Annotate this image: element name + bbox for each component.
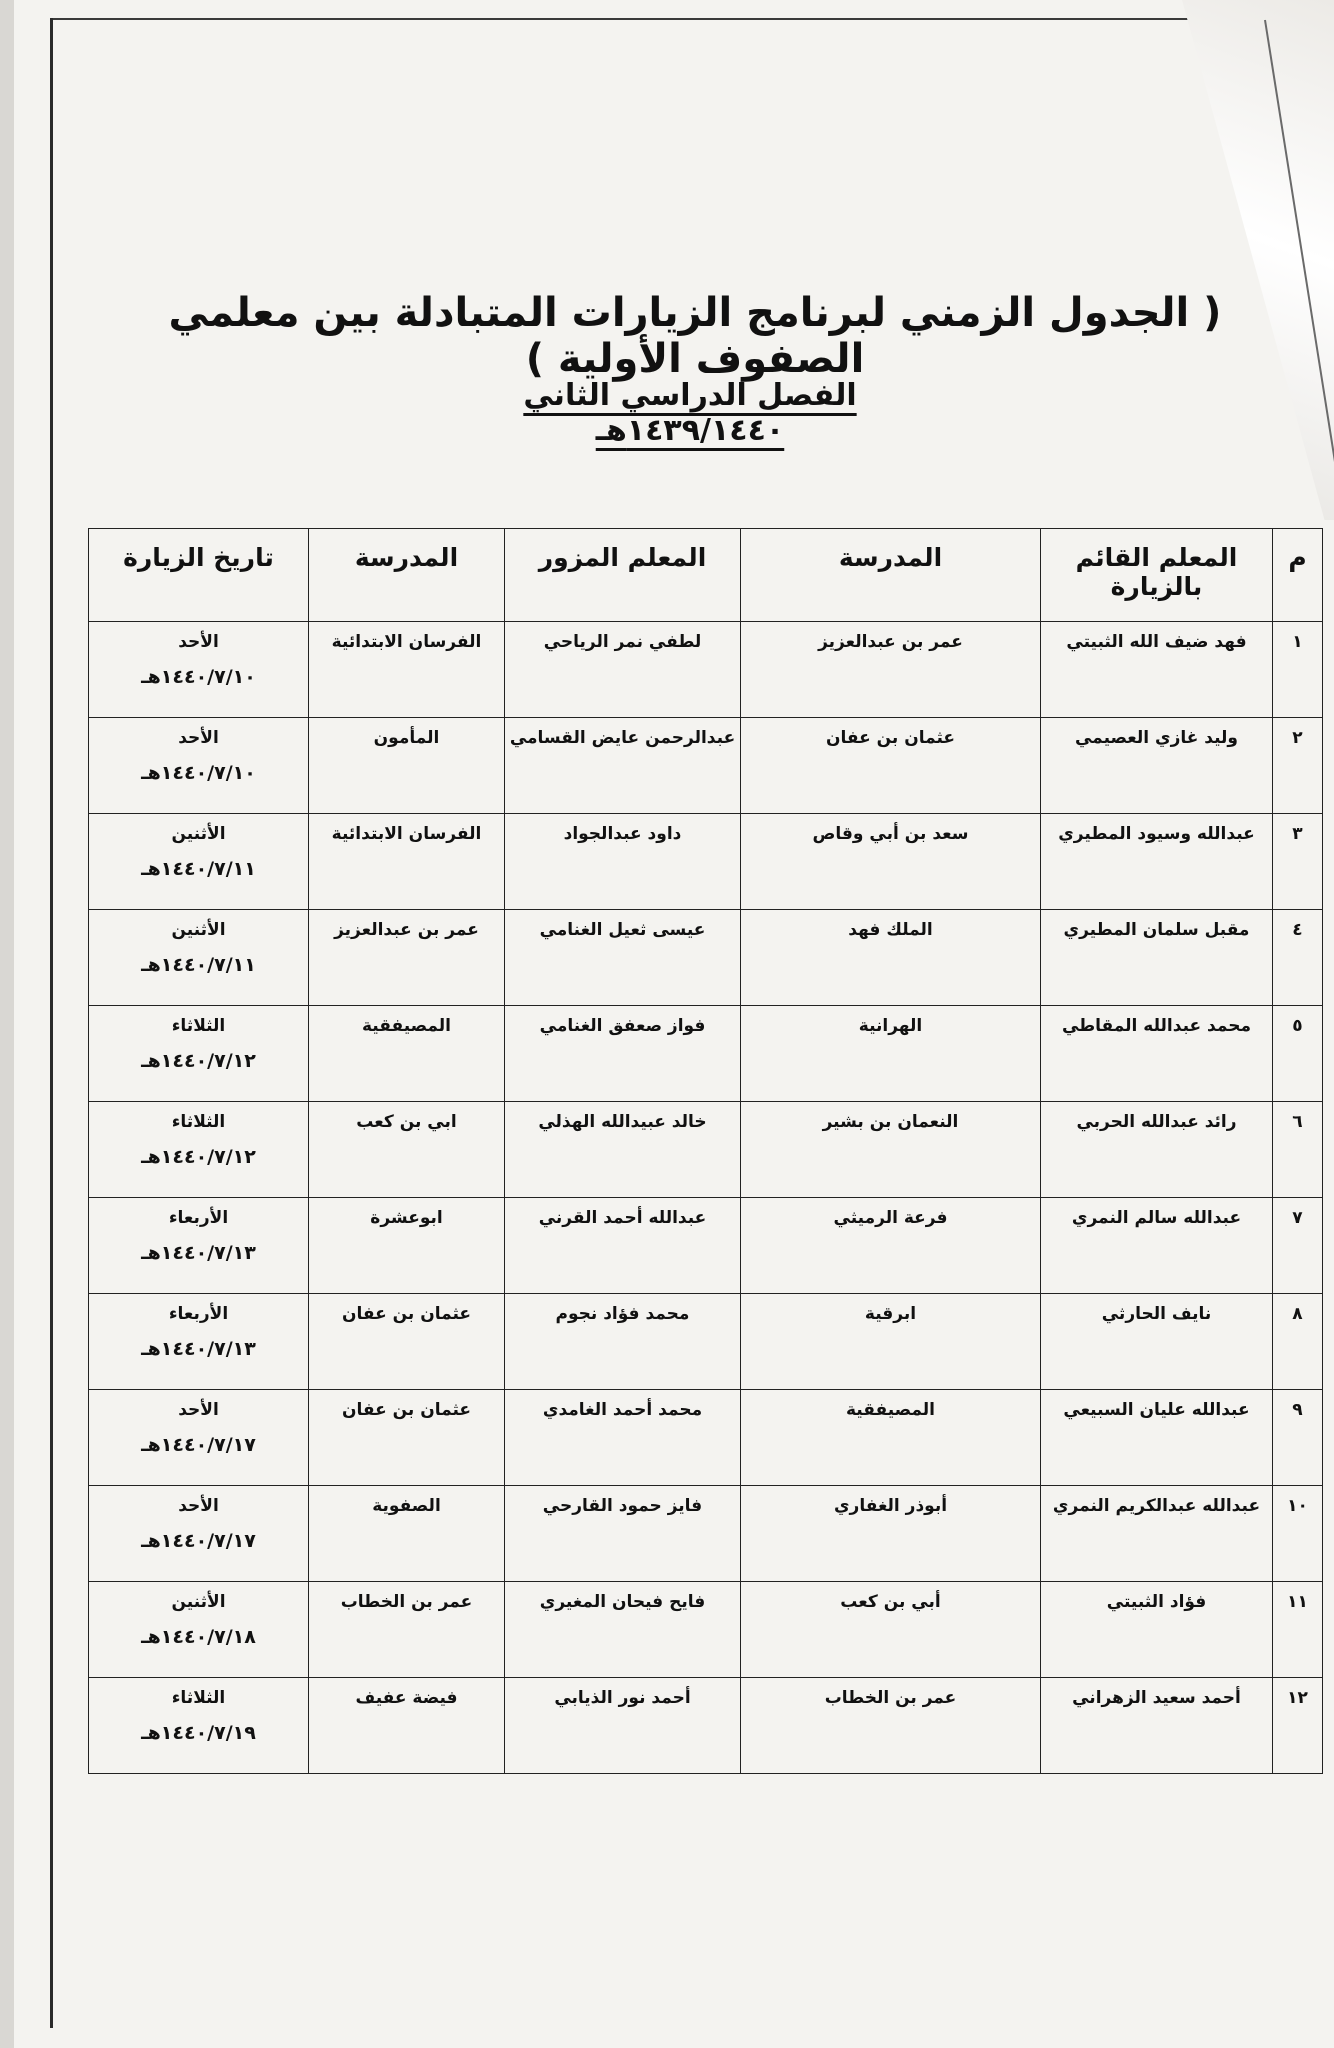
visit-date-cell	[89, 1486, 309, 1582]
visiting-teacher-cell: رائد عبدالله الحربي	[1041, 1102, 1273, 1198]
visit-hijri-date: ١٤٤٠/٧/١٢هـ	[141, 1050, 256, 1072]
visiting-teacher-cell: محمد عبدالله المقاطي	[1041, 1006, 1273, 1102]
visitor-school-cell: عمر بن عبدالعزيز	[741, 622, 1041, 718]
visit-hijri-date: ١٤٤٠/٧/١١هـ	[141, 858, 256, 880]
visitor-school-cell: سعد بن أبي وقاص	[741, 814, 1041, 910]
visit-day: الأربعاء	[168, 1304, 229, 1324]
table-row	[89, 1006, 1323, 1102]
visited-teacher-cell: عبدالله أحمد القرني	[505, 1198, 741, 1294]
visited-school-cell: ابوعشرة	[309, 1198, 505, 1294]
visit-hijri-date: ١٤٤٠/٧/١١هـ	[141, 954, 256, 976]
visit-date-cell	[89, 718, 309, 814]
header-visited-school: المدرسة	[309, 529, 505, 622]
row-number: ٣	[1273, 814, 1323, 910]
visited-school-cell: الفرسان الابتدائية	[309, 622, 505, 718]
visitor-school-cell: أبي بن كعب	[741, 1582, 1041, 1678]
visited-school-cell: الفرسان الابتدائية	[309, 814, 505, 910]
row-number: ٦	[1273, 1102, 1323, 1198]
visiting-teacher-cell: مقبل سلمان المطيري	[1041, 910, 1273, 1006]
visitor-school-cell: عمر بن الخطاب	[741, 1678, 1041, 1774]
visit-hijri-date: ١٤٤٠/٧/١٩هـ	[141, 1722, 256, 1744]
visited-teacher-cell: محمد أحمد الغامدي	[505, 1390, 741, 1486]
visiting-teacher-cell: وليد غازي العصيمي	[1041, 718, 1273, 814]
visit-hijri-date: ١٤٤٠/٧/١٣هـ	[141, 1338, 256, 1360]
header-visit-date: تاريخ الزيارة	[89, 529, 309, 622]
table-row	[89, 1678, 1323, 1774]
visit-date-cell	[89, 1198, 309, 1294]
visited-teacher-cell: داود عبدالجواد	[505, 814, 741, 910]
document-subtitle: الفصل الدراسي الثاني ١٤٣٩/١٤٤٠هـ	[523, 378, 857, 448]
visit-date-cell	[89, 1294, 309, 1390]
visit-date-cell	[89, 1582, 309, 1678]
visit-date-cell	[89, 622, 309, 718]
visited-school-cell: عمر بن الخطاب	[309, 1582, 505, 1678]
visit-hijri-date: ١٤٤٠/٧/١٠هـ	[141, 762, 256, 784]
visitor-school-cell: فرعة الرميثي	[741, 1198, 1041, 1294]
visitor-school-cell: الهرانية	[741, 1006, 1041, 1102]
table-row	[89, 718, 1323, 814]
visit-day: الأثنين	[171, 1592, 226, 1612]
visit-date-cell	[89, 1678, 309, 1774]
table-row	[89, 1390, 1323, 1486]
folded-page-corner	[1144, 0, 1334, 520]
visited-teacher-cell: أحمد نور الذيابي	[505, 1678, 741, 1774]
visitor-school-cell: المصيفقية	[741, 1390, 1041, 1486]
visiting-teacher-cell: عبدالله عبدالكريم النمري	[1041, 1486, 1273, 1582]
row-number: ١٠	[1273, 1486, 1323, 1582]
visit-day: الأثنين	[171, 824, 226, 844]
visit-hijri-date: ١٤٤٠/٧/١٧هـ	[141, 1530, 256, 1552]
row-number: ٢	[1273, 718, 1323, 814]
visited-school-cell: الصفوية	[309, 1486, 505, 1582]
row-number: ٨	[1273, 1294, 1323, 1390]
table-row	[89, 1102, 1323, 1198]
visit-day: الأحد	[178, 1496, 219, 1516]
row-number: ١٢	[1273, 1678, 1323, 1774]
row-number: ٤	[1273, 910, 1323, 1006]
visiting-teacher-cell: فهد ضيف الله الثبيتي	[1041, 622, 1273, 718]
page-top-edge	[50, 18, 1240, 20]
visitor-school-cell: عثمان بن عفان	[741, 718, 1041, 814]
visit-hijri-date: ١٤٤٠/٧/١٠هـ	[141, 666, 256, 688]
visitor-school-cell: النعمان بن بشير	[741, 1102, 1041, 1198]
visit-day: الأحد	[178, 632, 219, 652]
table-row	[89, 1582, 1323, 1678]
page-left-edge	[50, 18, 53, 2028]
visitor-school-cell: ابرقية	[741, 1294, 1041, 1390]
table-row	[89, 1198, 1323, 1294]
visited-teacher-cell: خالد عبيدالله الهذلي	[505, 1102, 741, 1198]
visit-date-cell	[89, 1006, 309, 1102]
visiting-teacher-cell: عبدالله سالم النمري	[1041, 1198, 1273, 1294]
visit-day: الثلاثاء	[171, 1016, 226, 1036]
header-visited-teacher: المعلم المزور	[505, 529, 741, 622]
visit-day: الأحد	[178, 1400, 219, 1420]
visit-day: الأحد	[178, 728, 219, 748]
visit-date-cell	[89, 1390, 309, 1486]
visited-teacher-cell: عيسى ثعيل الغنامي	[505, 910, 741, 1006]
visits-schedule-table	[88, 528, 1323, 1774]
visited-teacher-cell: فايح فيحان المغيري	[505, 1582, 741, 1678]
visited-school-cell: عثمان بن عفان	[309, 1294, 505, 1390]
visit-day: الأربعاء	[168, 1208, 229, 1228]
table-row	[89, 910, 1323, 1006]
visit-hijri-date: ١٤٤٠/٧/١٧هـ	[141, 1434, 256, 1456]
header-visiting-teacher: المعلم القائم بالزيارة	[1041, 529, 1273, 622]
visit-hijri-date: ١٤٤٠/٧/١٣هـ	[141, 1242, 256, 1264]
visiting-teacher-cell: أحمد سعيد الزهراني	[1041, 1678, 1273, 1774]
visited-teacher-cell: فايز حمود القارحي	[505, 1486, 741, 1582]
visit-hijri-date: ١٤٤٠/٧/١٢هـ	[141, 1146, 256, 1168]
row-number: ١	[1273, 622, 1323, 718]
table-row	[89, 1294, 1323, 1390]
visited-school-cell: المصيفقية	[309, 1006, 505, 1102]
visited-school-cell: عثمان بن عفان	[309, 1390, 505, 1486]
visiting-teacher-cell: عبدالله وسيود المطيري	[1041, 814, 1273, 910]
visiting-teacher-cell: نايف الحارثي	[1041, 1294, 1273, 1390]
visit-date-cell	[89, 910, 309, 1006]
table-row	[89, 814, 1323, 910]
visit-date-cell	[89, 814, 309, 910]
visited-teacher-cell: عبدالرحمن عايض القسامي	[505, 718, 741, 814]
visitor-school-cell: أبوذر الغفاري	[741, 1486, 1041, 1582]
visiting-teacher-cell: فؤاد الثبيتي	[1041, 1582, 1273, 1678]
visit-date-cell	[89, 1102, 309, 1198]
visitor-school-cell: الملك فهد	[741, 910, 1041, 1006]
visited-teacher-cell: فواز صعفق الغنامي	[505, 1006, 741, 1102]
row-number: ٧	[1273, 1198, 1323, 1294]
visit-day: الثلاثاء	[171, 1688, 226, 1708]
visited-teacher-cell: محمد فؤاد نجوم	[505, 1294, 741, 1390]
row-number: ١١	[1273, 1582, 1323, 1678]
row-number: ٩	[1273, 1390, 1323, 1486]
visit-hijri-date: ١٤٤٠/٧/١٨هـ	[141, 1626, 256, 1648]
visiting-teacher-cell: عبدالله عليان السبيعي	[1041, 1390, 1273, 1486]
visited-school-cell: عمر بن عبدالعزيز	[309, 910, 505, 1006]
visited-school-cell: ابي بن كعب	[309, 1102, 505, 1198]
visit-day: الثلاثاء	[171, 1112, 226, 1132]
visited-school-cell: فيضة عفيف	[309, 1678, 505, 1774]
document-title: ( الجدول الزمني لبرنامج الزيارات المتبادلة بين معلمي الصفوف الأولية )	[168, 290, 1222, 382]
table-row	[89, 1486, 1323, 1582]
visit-day: الأثنين	[171, 920, 226, 940]
table-header-row	[89, 529, 1323, 622]
row-number: ٥	[1273, 1006, 1323, 1102]
visited-school-cell: المأمون	[309, 718, 505, 814]
header-number: م	[1273, 529, 1323, 622]
header-visitor-school: المدرسة	[741, 529, 1041, 622]
table-row	[89, 622, 1323, 718]
visited-teacher-cell: لطفي نمر الرياحي	[505, 622, 741, 718]
